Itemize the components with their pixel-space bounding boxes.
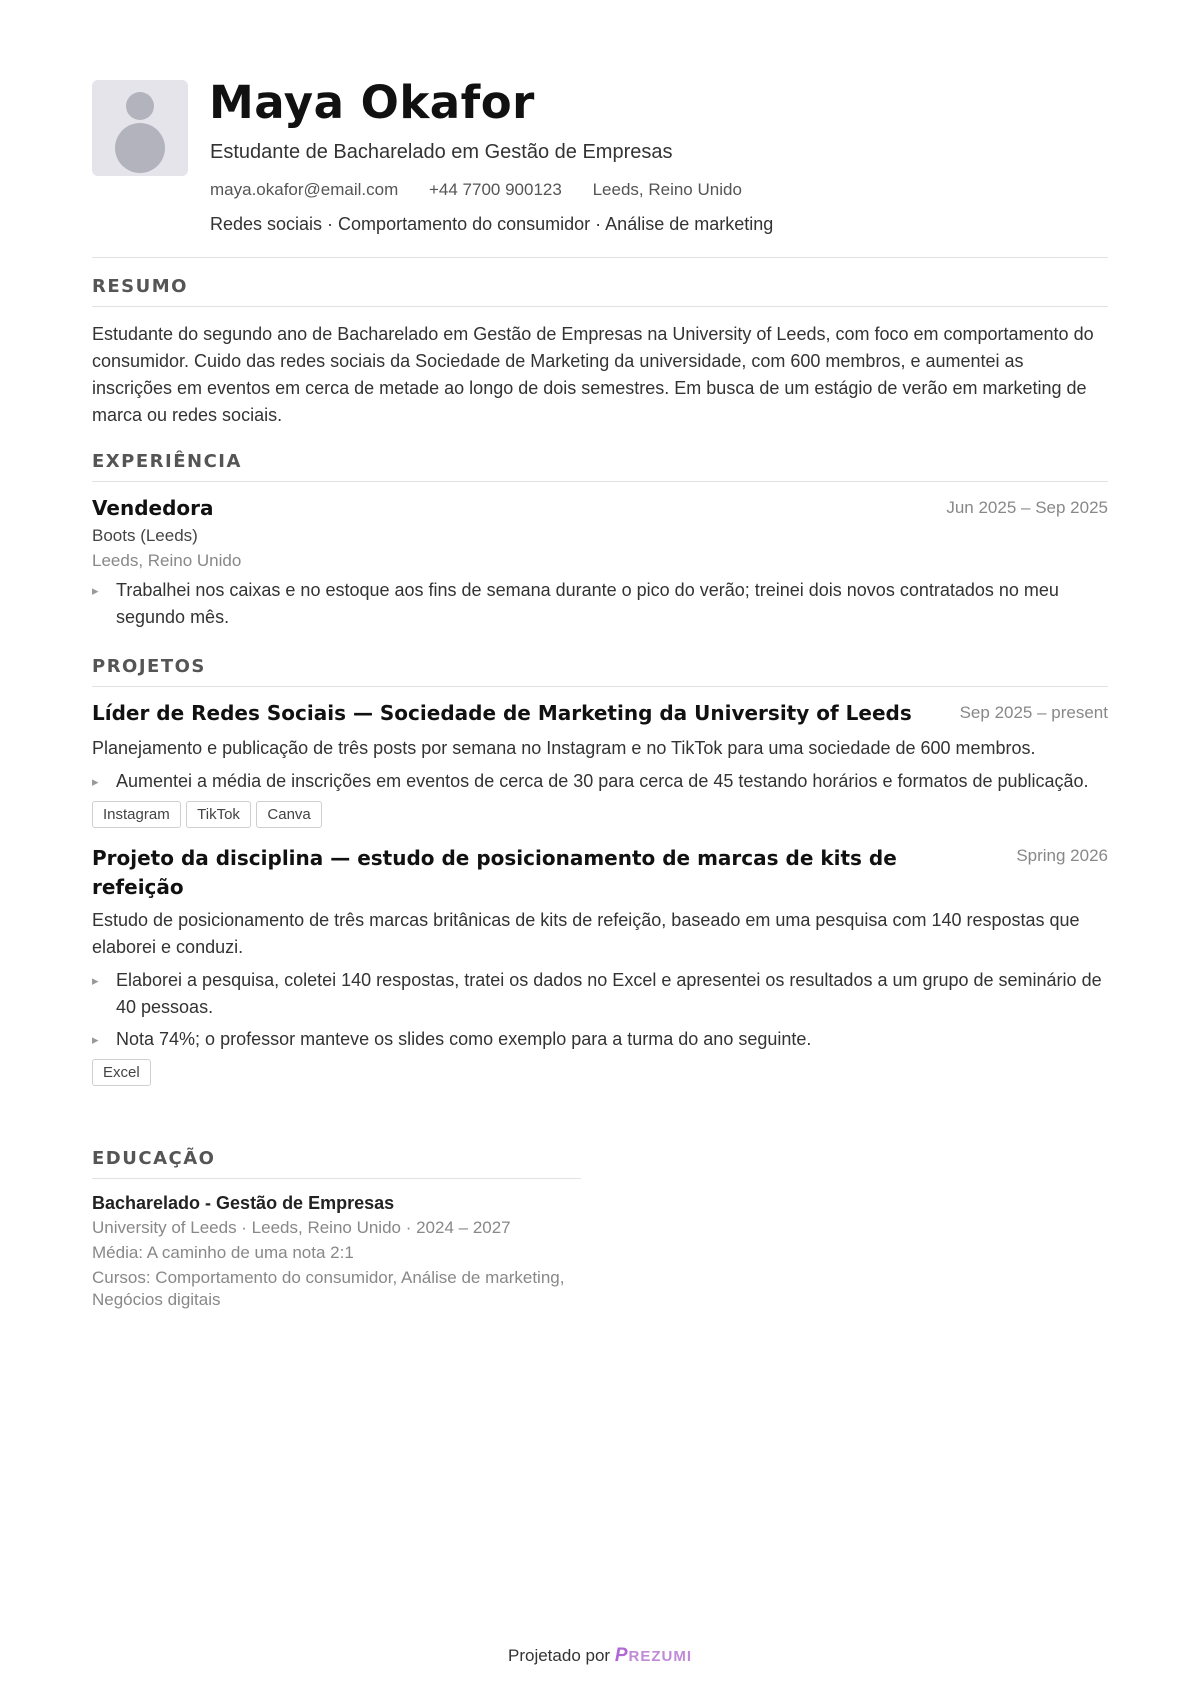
contact-email[interactable]: maya.okafor@email.com	[210, 180, 399, 199]
section-title-education: EDUCAÇÃO	[92, 1148, 581, 1179]
avatar	[92, 80, 188, 176]
avatar-body-shape	[115, 123, 165, 173]
project-bullets	[92, 768, 1108, 795]
contact-line	[210, 180, 768, 200]
contact-phone[interactable]: +44 7700 900123	[429, 180, 562, 199]
summary-section	[92, 276, 1108, 429]
project-dates: Spring 2026	[1016, 846, 1108, 865]
rezumi-logo-text: REZUMI	[628, 1648, 692, 1665]
tag: Excel	[92, 1059, 151, 1086]
project-entry	[92, 701, 1108, 828]
rezumi-logo-icon: P	[614, 1645, 629, 1666]
rezumi-logo[interactable]	[614, 1645, 692, 1666]
tag: Canva	[256, 801, 321, 828]
resume-page	[92, 0, 1108, 1309]
projects-section	[92, 656, 1108, 1086]
resume-header	[92, 0, 1108, 258]
bullet-item: ▸ Nota 74%; o professor manteve os slides como exemplo para a turma do ano seguinte.	[92, 1026, 1108, 1053]
candidate-headline: Estudante de Bacharelado em Gestão de Empresas	[210, 141, 673, 163]
project-entry	[92, 844, 1108, 1086]
section-title-projects: PROJETOS	[92, 656, 1108, 687]
entry-header	[92, 701, 1108, 729]
footer-prefix: Projetado por	[508, 1646, 611, 1665]
project-dates: Sep 2025 – present	[959, 703, 1108, 722]
entry-header	[92, 844, 1108, 902]
courses-line: Cursos: Comportamento do consumidor, Análise de marketing, Negócios digitais	[92, 1268, 565, 1309]
footer	[0, 1645, 1200, 1667]
job-dates: Jun 2025 – Sep 2025	[946, 498, 1108, 517]
bullet-item: ▸ Trabalhei nos caixas e no estoque aos fins de semana durante o pico do verão; treinei dois novos contratados no meu segundo mês.	[92, 577, 1108, 631]
experience-entry	[92, 496, 1108, 631]
bullet-item: ▸ Aumentei a média de inscrições em eventos de cerca de 30 para cerca de 45 testando horários e formatos de publicação.	[92, 768, 1108, 795]
section-title-summary: RESUMO	[92, 276, 1108, 307]
candidate-name: Maya Okafor	[209, 76, 535, 129]
project-description: Planejamento e publicação de três posts por semana no Instagram e no TikTok para uma sociedade de 600 membros.	[92, 738, 1036, 758]
project-name: Líder de Redes Sociais — Sociedade de Marketing da University of Leeds	[92, 701, 912, 725]
entry-header	[92, 496, 1108, 524]
job-bullets	[92, 577, 1108, 631]
education-section	[92, 1148, 581, 1311]
degree-title: Bacharelado - Gestão de Empresas	[92, 1193, 395, 1213]
job-company: Boots (Leeds)	[92, 526, 198, 545]
skills-line: Redes sociais · Comportamento do consumidor · Análise de marketing	[210, 214, 774, 234]
bullet-item: ▸ Elaborei a pesquisa, coletei 140 respostas, tratei os dados no Excel e apresentei os resultados a um grupo de seminário de 40 pessoas.	[92, 967, 1108, 1021]
school-line: University of Leeds · Leeds, Reino Unido · 2024 – 2027	[92, 1218, 511, 1237]
gpa-line: Média: A caminho de uma nota 2:1	[92, 1243, 354, 1262]
project-bullets	[92, 967, 1108, 1053]
project-tags	[92, 1059, 1108, 1086]
project-name: Projeto da disciplina — estudo de posicionamento de marcas de kits de refeição	[92, 846, 897, 899]
job-role: Vendedora	[92, 496, 214, 520]
summary-text: Estudante do segundo ano de Bacharelado em Gestão de Empresas na University of Leeds, com foco em comportamento do consumidor. Cuido das redes sociais da Sociedade de Marketing da universidade, com 600 membros, e aumentei as inscrições em eventos em cerca de metade ao longo de dois semestres. Em busca de um estágio de verão em marketing de marca ou redes sociais.	[92, 324, 1094, 425]
project-description: Estudo de posicionamento de três marcas britânicas de kits de refeição, baseado em uma pesquisa com 140 respostas que elaborei e conduzi.	[92, 910, 1080, 957]
contact-location: Leeds, Reino Unido	[592, 180, 742, 199]
job-location: Leeds, Reino Unido	[92, 551, 242, 570]
avatar-head-shape	[126, 92, 154, 120]
project-tags	[92, 801, 1108, 828]
tag: Instagram	[92, 801, 181, 828]
tag: TikTok	[186, 801, 251, 828]
experience-section	[92, 451, 1108, 636]
section-title-experience: EXPERIÊNCIA	[92, 451, 1108, 482]
